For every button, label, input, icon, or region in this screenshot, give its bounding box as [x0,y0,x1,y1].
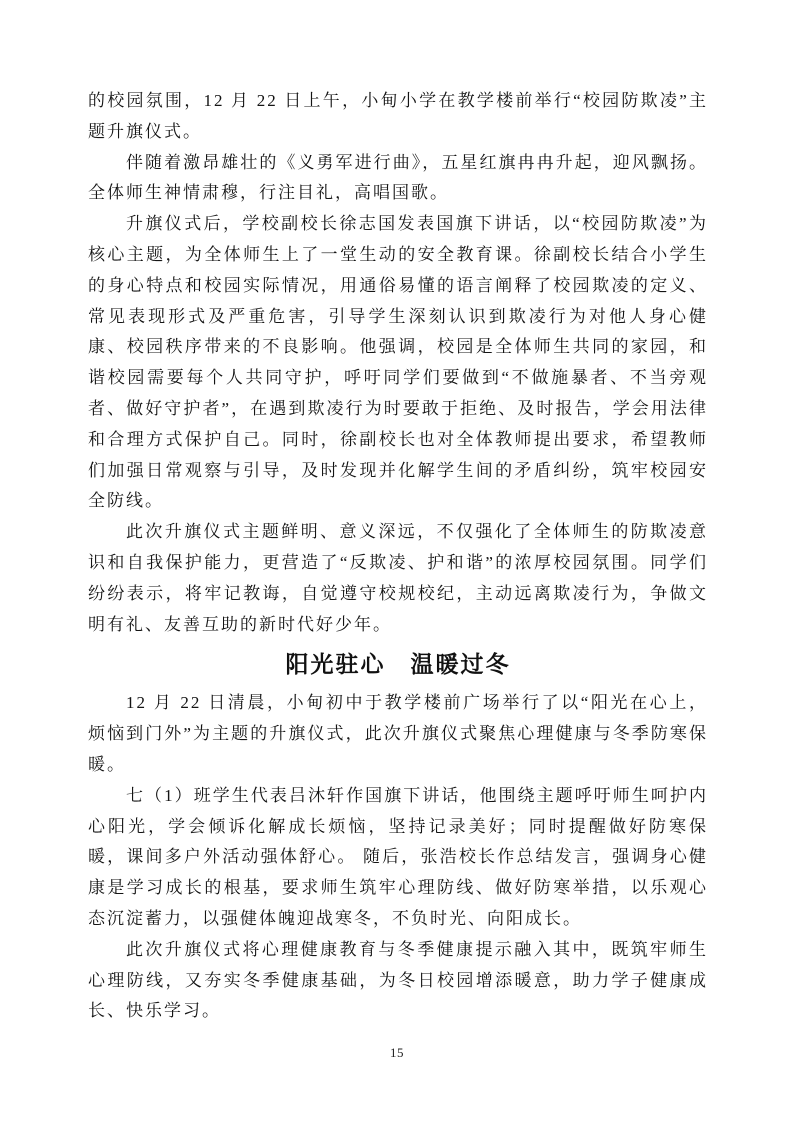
sunshine-winter-paragraph-summary: 此次升旗仪式将心理健康教育与冬季健康提示融入其中，既筑牢师生心理防线，又夯实冬季健康基础，为冬日校园增添暖意，助力学子健康成长、快乐学习。 [88,939,708,1021]
anti-bullying-paragraph-summary: 此次升旗仪式主题鲜明、意义深远，不仅强化了全体师生的防欺凌意识和自我保护能力，更营造了“反欺凌、护和谐”的浓厚校园氛围。同学们纷纷表示，将牢记教诲，自觉遵守校规校纪，主动远离欺凌行为，争做文明有礼、友善互助的新时代好少年。 [88,522,708,634]
page-footer [0,1044,794,1062]
section-title-sunshine-winter: 阳光驻心 温暖过冬 [285,651,511,678]
sunshine-winter-paragraph-intro: 12 月 22 日清晨，小甸初中于教学楼前广场举行了以“阳光在心上，烦恼到门外”为主题的升旗仪式，此次升旗仪式聚焦心理健康与冬季防寒保暖。 [88,693,708,774]
sunshine-winter-paragraph-speeches: 七（1）班学生代表吕沐轩作国旗下讲话，他围绕主题呼吁师生呵护内心阳光，学会倾诉化解成长烦恼，坚持记录美好；同时提醒做好防寒保暖，课间多户外活动强体舒心。 随后，张浩校长作总结发言，强调身心健康是学习成长的根基，要求师生筑牢心理防线、做好防寒举措，以乐观心态沉淀蓄力，以强健体魄迎战寒冬，不负时光、向阳成长。 [88,785,708,928]
anti-bullying-paragraph-speech: 升旗仪式后，学校副校长徐志国发表国旗下讲话，以“校园防欺凌”为核心主题，为全体师生上了一堂生动的安全教育课。徐副校长结合小学生的身心特点和校园实际情况，用通俗易懂的语言阐释了校园欺凌的定义、常见表现形式及严重危害，引导学生深刻认识到欺凌行为对他人身心健康、校园秩序带来的不良影响。他强调，校园是全体师生共同的家园，和谐校园需要每个人共同守护，呼吁同学们要做到“不做施暴者、不当旁观者、做好守护者”，在遇到欺凌行为时要敢于拒绝、及时报告，学会用法律和合理方式保护自己。同时，徐副校长也对全体教师提出要求，希望教师们加强日常观察与引导，及时发现并化解学生间的矛盾纠纷，筑牢校园安全防线。 [88,214,708,511]
page-content [88,86,708,1027]
page-number: 15 [390,1045,404,1060]
anti-bullying-paragraph-continuation: 的校园氛围，12 月 22 日上午，小甸小学在教学楼前举行“校园防欺凌”主题升旗仪式。 [88,91,708,141]
anti-bullying-paragraph-anthem: 伴随着激昂雄壮的《义勇军进行曲》，五星红旗冉冉升起，迎风飘扬。全体师生神情肃穆，行注目礼，高唱国歌。 [88,152,708,203]
